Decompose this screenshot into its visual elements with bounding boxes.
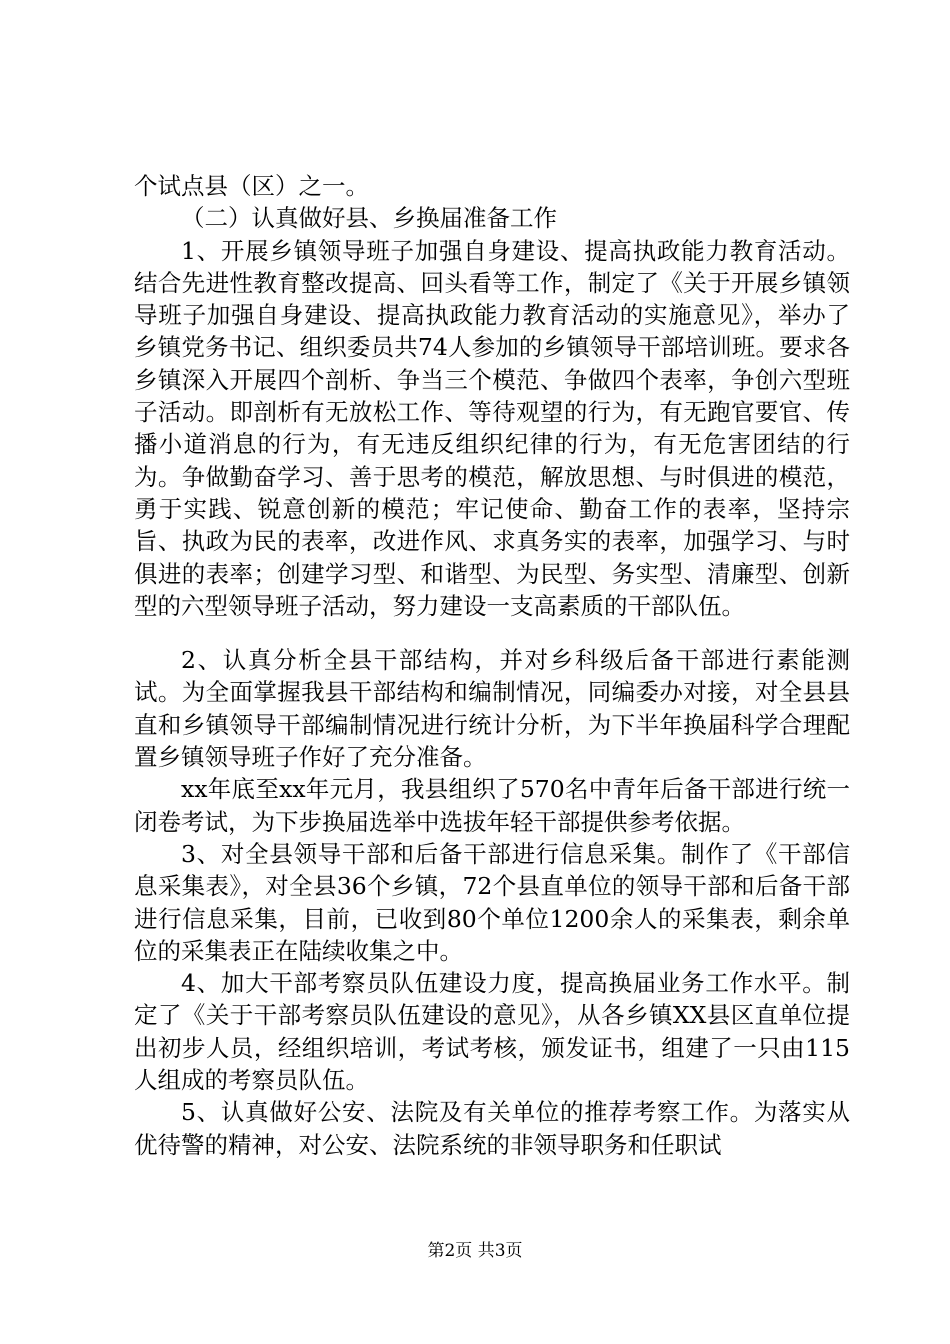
- paragraph-item-4: 4、加大干部考察员队伍建设力度，提高换届业务工作水平。制定了《关于干部考察员队伍建设的意见》，从各乡镇XX县区直单位提出初步人员，经组织培训，考试考核，颁发证书，组建了一只由115人组成的考察员队伍。: [134, 969, 850, 1095]
- paragraph-exam-note: xx年底至xx年元月，我县组织了570名中青年后备干部进行统一闭卷考试，为下步换届选举中选拔年轻干部提供参考依据。: [134, 775, 850, 836]
- section-heading: （二）认真做好县、乡换届准备工作: [181, 204, 557, 233]
- paragraph-continuation: 个试点县（区）之一。: [134, 172, 369, 200]
- paragraph-item-3: 3、对全县领导干部和后备干部进行信息采集。制作了《干部信息采集表》，对全县36个乡镇，72个县直单位的领导干部和后备干部进行信息采集，目前，已收到80个单位1200余人的采集表，剩余单位的采集表正在陆续收集之中。: [134, 839, 850, 965]
- paragraph-item-2: 2、认真分析全县干部结构，并对乡科级后备干部进行素能测试。为全面掌握我县干部结构和编制情况，同编委办对接，对全县县直和乡镇领导干部编制情况进行统计分析，为下半年换届科学合理配置乡镇领导班子作好了充分准备。: [134, 646, 850, 772]
- document-body: [134, 170, 850, 1161]
- paragraph-item-1: 1、开展乡镇领导班子加强自身建设、提高执政能力教育活动。结合先进性教育整改提高、回头看等工作，制定了《关于开展乡镇领导班子加强自身建设、提高执政能力教育活动的实施意见》，举办了乡镇党务书记、组织委员共74人参加的乡镇领导干部培训班。要求各乡镇深入开展四个剖析、争当三个模范、争做四个表率，争创六型班子活动。即剖析有无放松工作、等待观望的行为，有无跑官要官、传播小道消息的行为，有无违反组织纪律的行为，有无危害团结的行为。争做勤奋学习、善于思考的模范，解放思想、与时俱进的模范，勇于实践、锐意创新的模范；牢记使命、勤奋工作的表率，坚持宗旨、执政为民的表率，改进作风、求真务实的表率，加强学习、与时俱进的表率；创建学习型、和谐型、为民型、务实型、清廉型、创新型的六型领导班子活动，努力建设一支高素质的干部队伍。: [134, 236, 850, 620]
- paragraph-item-5: 5、认真做好公安、法院及有关单位的推荐考察工作。为落实从优待警的精神，对公安、法院系统的非领导职务和任职试: [134, 1098, 850, 1159]
- paragraph-gap: [134, 622, 850, 644]
- page-footer: 第2页 共3页: [427, 1241, 523, 1261]
